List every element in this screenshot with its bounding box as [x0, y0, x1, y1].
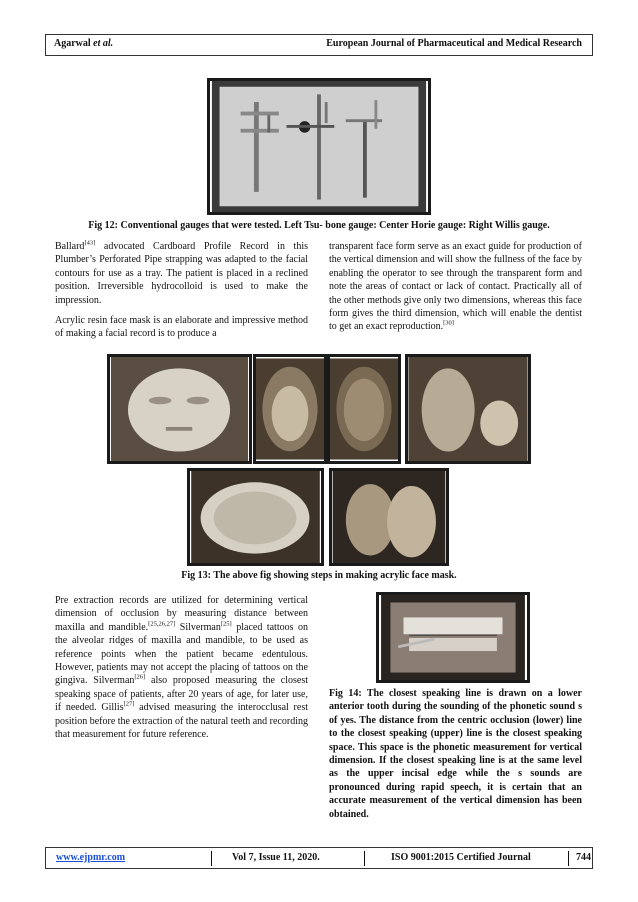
footer-divider — [568, 851, 569, 866]
fig13-face-mask-photo-2 — [253, 354, 327, 464]
header-journal: European Journal of Pharmaceutical and Medical Research — [326, 38, 582, 49]
fig13-caption: Fig 13: The above fig showing steps in making acrylic face mask. — [181, 570, 457, 581]
journal-url-link[interactable]: www.ejpmr.com — [56, 852, 126, 863]
page-footer — [45, 847, 593, 869]
citation-27: [27] — [123, 700, 135, 708]
page-number: 744 — [576, 852, 591, 863]
fig13-face-mask-photo-6 — [329, 468, 449, 566]
citation-30: [30] — [443, 320, 454, 328]
fig12-caption: Fig 12: Conventional gauges that were tested. Left Tsu- bone gauge: Center Horie gauge: Right Willis gauge. — [88, 220, 550, 231]
right-paragraph-1 — [329, 240, 582, 334]
fig13-face-mask-photo-5 — [187, 468, 324, 566]
fig13-face-mask-photo-3 — [327, 354, 401, 464]
fig14-teeth-photo — [376, 592, 530, 683]
fig13-face-mask-photo-1 — [107, 354, 252, 464]
text-closest-speaking: also proposed measuring the closest speaking space of patients, after 20 years of age, for later use, if needed. Gillis — [55, 675, 308, 714]
footer-divider — [211, 851, 212, 866]
citation-43: [43] — [84, 239, 96, 247]
fig13-face-mask-photo-4 — [405, 354, 531, 464]
fig12-gauges-photo — [207, 78, 431, 215]
header-author-name: Agarwal — [54, 38, 91, 49]
text-gillis: advised measuring the interocclusal rest position before the extraction of the natural teeth and recording that measurement for future reference. — [55, 702, 308, 741]
footer-volume: Vol 7, Issue 11, 2020. — [232, 852, 320, 863]
citation-25-26-27: [25,26,27] — [148, 620, 176, 628]
header-etal: et al. — [90, 38, 114, 49]
left-paragraph-2: Acrylic resin face mask is an elaborate and impressive method of making a facial record is to produce a — [55, 315, 308, 340]
text-ballard: Ballard — [55, 241, 85, 252]
text-pre-extraction: Pre extraction records are utilized for determining vertical dimension of occlusion by measuring distance between maxilla and mandible. — [55, 595, 308, 633]
header-author — [54, 38, 113, 49]
page-header — [45, 34, 593, 56]
bottom-left-paragraph — [55, 594, 308, 741]
text-face-form: transparent face form serve as an exact guide for production of the vertical dimension and will show the fullness of the face by enabling the operator to see through the transparent form and note the areas of contact or lack of contact. Practically all of the other methods give only two dimensions, whereas this face form gives the third dimension, which will enable the dentist to get an exact reproduction. — [329, 241, 582, 333]
footer-divider — [364, 851, 365, 866]
citation-25: [25] — [220, 620, 232, 628]
left-paragraph-1 — [55, 240, 308, 307]
footer-iso: ISO 9001:2015 Certified Journal — [391, 852, 531, 863]
citation-26: [26] — [134, 674, 146, 682]
fig12-gauges-image — [210, 81, 428, 212]
text-silverman: Silverman — [175, 621, 221, 633]
text-tattoos: placed tattoos on the alveolar ridges of maxilla and mandible, to be used as reference points when the patient became edentulous. However, patients may not accept the placing of tattoos on the gingiva. Silverman — [55, 621, 309, 687]
text-cardboard-record: advocated Cardboard Profile Record in this Plumber’s Perforated Pipe strapping was adapted to the facial contours for use as a tray. The patient is placed in a reclined position. Irreversible hydrocolloid is used to make the impression. — [55, 241, 308, 306]
fig14-caption: Fig 14: The closest speaking line is drawn on a lower anterior tooth during the sounding of the phonetic sound s of yes. The distance from the centric occlusion (lower) line to the closest speaking (upper) line is the closest speaking space. This space is the phonetic measurement for vertical dimension. If the closest speaking line is at the same level as the upper incisal edge while the s sounds are pronounced during rapid speech, it is certain that an accurate measurement of the vertical dimension has been obtained. — [329, 688, 582, 820]
